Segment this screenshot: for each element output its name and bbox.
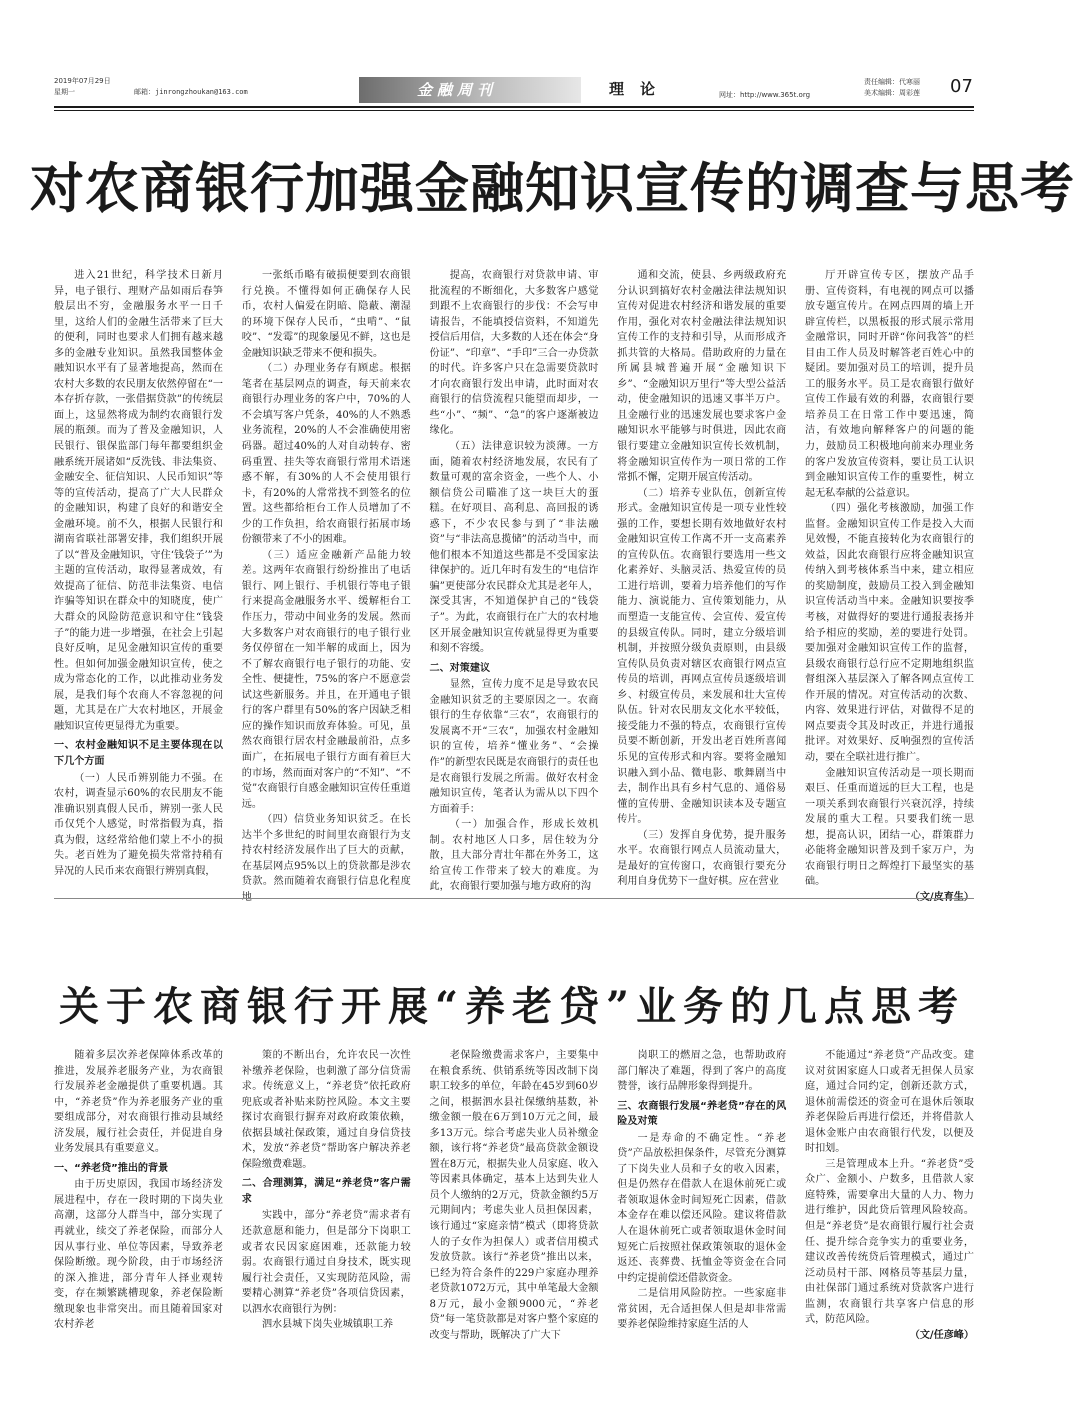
masthead-rule-thin: [54, 110, 974, 111]
paragraph: 老保险缴费需求客户，主要集中在粮食系统、供销系统等因改制下岗职工较多的单位，年龄在45岁到60岁之间，根据泗水县社保缴纳基数，补缴金额一般在6万到10万元之间，最多13万元。综合考虑失业人员补缴金额，该行将“养老贷”最高贷款金额设置在8万元，根据失业人员家庭、收入等因素具体确定，基本上达到失业人员个人缴纳的2万元，贷款金额约5万元期间内；考虑失业人员担保因素，该行通过“家庭亲情”模式（即将贷款人的子女作为担保人）或者信用模式发放贷款。该行“养老贷”推出以来，已经为符合条件的229户家庭办理养老贷款1072万元，其中单笔最大金额8万元，最小金额9000元，“养老贷”每一笔贷款都是对客户整个家庭的改变与帮助，既解决了广大下: [429, 1050, 599, 1341]
section-heading: 三、农商银行发展“养老贷”存在的风险及对策: [617, 1100, 787, 1128]
paragraph: 厅开辟宣传专区，摆放产品手册、宣传资料，有电视的网点可以播放专题宣传片。在网点四周的墙上开辟宣传栏，以黑板报的形式展示常用金融常识，同时开辟“你问我答”的栏目由工作人员及时解答老百姓心中的疑团。要加强对员工的培训，提升员工的服务水平。员工是农商银行做好宣传工作最有效的利器，农商银行要培养员工在日常工作中要迅速，简洁，有效地向解释客户的问题的能力，鼓励员工积极地向前来办理业务的客户发放宣传资料，要让员工认识到金融知识宣传工作的重要性，树立起无私奉献的公益意识。: [805, 270, 974, 499]
paragraph: （一）加强合作，形成长效机制。农村地区人口多，居住较为分散，且大部分青壮年都在外务工，这给宣传工作带来了较大的难度。为此，农商银行要加强与地方政府的沟: [429, 819, 599, 893]
paragraph: 通和交流，使县、乡两级政府充分认识到搞好农村金融法律法规知识宣传对促进农村经济和谐发展的重要作用，强化对农村金融法律法规知识宣传工作的支持和引导，从而形成齐抓共管的大格局。借助政府的力量在所属县城普遍开展“金融知识下乡”、“金融知识万里行”等大型公益活动，使金融知识的迅速又事半万户。且金融行业的迅速发展也要求客户金融知识水平能够与时俱进，因此农商银行要建立金融知识宣传长效机制，将金融知识宣传作为一项日常的工作常抓不懈，定期开展宣传活动。: [617, 270, 787, 484]
paragraph: （一）人民币辨别能力不强。在农村，调查显示60%的农民朋友不能准确识别真假人民币，辨别一张人民币仅凭个人感觉，时常指假为真，指真为假，这经常给他们蒙上不小的损失。老百姓为了避免损失常常持稍有异况的人民币来农商银行辨别真假，: [54, 772, 223, 877]
paragraph: （二）办理业务存有顾虑。根据笔者在基层网点的调查，每天前来农商银行办理业务的客户中，70%的人不会填写客户凭条，40%的人不熟悉业务流程，20%的人不会准确使用密码器。超过40%的人对自动转存、密码重置、挂失等农商银行常用术语迷惑不解，有30%的人不会使用银行卡，有20%的人常常找不到签名的位置。这些都给柜台工作人员增加了不少的工作负担，给农商银行拓展市场份额带来了不小的困难。: [241, 363, 411, 546]
article1-column-4: [617, 268, 786, 886]
article1-body: [54, 268, 974, 893]
section-heading: 二、对策建议: [429, 662, 491, 674]
paragraph: 岗职工的燃眉之急，也帮助政府部门解决了难题，得到了客户的高度赞誉，该行品牌形象得到提升。: [617, 1050, 787, 1093]
paragraph: 金融知识宣传活动是一项长期而艰巨、任重而道远的巨大工程，也是一项关系到农商银行兴衰沉浮，持续发展的重大工程。只要我们统一思想，提高认识，团结一心，群策群力必能将金融知识普及到千家万户，为农商银行明日之辉煌打下最坚实的基础。: [805, 767, 974, 888]
paragraph: （二）培养专业队伍，创新宣传形式。金融知识宣传是一项专业性较强的工作，要想长期有效地做好农村金融知识宣传工作离不开一支高素养的宣传队伍。农商银行要选用一些文化素养好、头脑灵活、热爱宣传的员工进行培训，要着力培养他们的写作能力、演说能力、宣传策划能力，从而塑造一支能宣传、会宣传、爱宣传的县级宣传队。同时，建立分级培训机制，并按照分级负责原则，由县级宣传队员负责对辖区农商银行网点宣传员的培训，再网点宣传员逐级培训乡、村级宣传员，来发展和壮大宣传队伍。针对农民朋友文化水平较低，接受能力不强的特点，农商银行宣传员要不断创新，开发出老百姓所喜闻乐见的宣传形式和内容。要将金融知识融入到小品、微电影、歌舞剧当中去，制作出具有乡村气息的、通俗易懂的宣传册、金融知识读本及专题宣传片。: [617, 487, 787, 826]
publication-brand: 金融周刊: [359, 77, 581, 103]
section-heading: 一、农村金融知识不足主要体现在以下几个方面: [54, 740, 223, 767]
article1-title: 对农商银行加强金融知识宣传的调查与思考: [30, 156, 1075, 220]
article1-column-5: [805, 268, 974, 886]
paragraph: （四）强化考核激励，加强工作监督。金融知识宣传工作是投入大而见效慢，不能直接转化为农商银行的效益，因此农商银行应将金融知识宣传纳入到考核体系当中来，建立相应的奖励制度，鼓励员工投入到金融知识宣传活动当中来。金融知识要按季考核，对做得好的要进行通报表扬并给予相应的奖励，差的要进行处罚。要加强对金融知识宣传工作的监督，县级农商银行总行应不定期地组织监督组深入基层深入了解各网点宣传工作开展的情况。对宣传活动的次数、内容、效果进行评估，对做得不足的网点要责令其及时改正，并进行通报批评。对效果好、反响强烈的宣传活动，要在全联社进行推广。: [805, 503, 974, 763]
article1-column-2: [242, 268, 411, 886]
paragraph: 一是寿命的不确定性。“养老贷”产品放松担保条件，尽管充分测算了下岗失业人员和子女的收入因素，但是仍然存在借款人在退休前死亡或者领取退休金时间短死亡因素，借款本金存在难以偿还风险。建议将借款人在退休前死亡或者领取退休金时间短死亡后按照社保政策领取的退休金返还、丧葬费、抚恤金等资金在合同中约定提前偿还借款资金。: [617, 1132, 787, 1284]
paragraph: （四）信贷业务知识贫乏。在长达半个多世纪的时间里农商银行为支持农村经济发展作出了巨大的贡献，在基层网点95%以上的贷款都是涉农贷款。然而随着农商银行信息化程度: [241, 814, 411, 888]
article2-body: [54, 1048, 974, 1366]
paragraph: 不能通过“养老贷”产品改变。建议对贫困家庭人口或者无担保人员家庭，通过合同约定，创新还款方式，退休前需偿还的资金可在退休后领取养老保险后再进行偿还，并将借款人退休金账户由农商银行代发，以便及时扣划。: [805, 1050, 974, 1155]
website-url: 网址：http://www.365t.org: [719, 91, 811, 99]
paragraph: （五）法律意识较为淡薄。一方面，随着农村经济地发展，农民有了数量可观的富余资金，一些个人、小额信贷公司瞄准了这一块巨大的蛋糕。在好项目、高利息、高回报的诱惑下，不少农民参与到了“非法融资”与“非法高息揽储”的活动当中，而他们根本不知道这些都是不受国家法律保护的。近几年时有发生的“电信诈骗”更使部分农民群众尤其是老年人，深受其害，不知道保护自己的“钱袋子”。为此，农商银行在广大的农村地区开展金融知识宣传就显得更为重要和刻不容缓。: [429, 441, 599, 655]
paragraph: 泗水县城下岗失业城镇职工养: [261, 1319, 394, 1331]
paragraph: 由于历史原因，我国市场经济发展进程中，存在一段时期的下岗失业高潮，这部分人群当中，部分实现了再就业，续交了养老保险，而部分人因从事行业、单位等因素，导致养老保险断缴。现今阶段，由于市场经济的深入推进，部分青年人择业观转变，存在频繁跳槽现象，养老保险断缴现象也非常突出。而且随着国家对农村养老: [54, 1179, 223, 1331]
section-heading: 二、合理测算，满足“养老贷”客户需求: [241, 1178, 411, 1205]
article2-column-4: [617, 1048, 786, 1366]
paragraph: 进入21世纪，科学技术日新月异，电子银行、理财产品如雨后春笋般层出不穷，金融服务水平一日千里，这给人们的金融生活带来了巨大的便利，同时也要求人们拥有越来越多的金融专业知识。虽然我国整体金融知识水平有了显著地提高，然而在农村大多数的农民朋友依然停留在“一本存折存款，一张借据贷款”的传统层面上，这显然将成为制约农商银行发展的瓶颈。而为了普及金融知识，人民银行、银保监部门每年都要组织金融系统开展诸如“反洗钱、非法集资、金融安全、征信知识、人民币知识”等等的宣传活动，提高了广大人民群众的金融知识，构建了良好的和谐安全金融环境。前不久，根据人民银行和湖南省联社部署安排，我们组织开展了以“普及金融知识，守住‘钱袋子’”为主题的宣传活动，取得显著成效，有效提高了征信、防范非法集资、电信诈骗等知识在群众中的知晓度，使广大群众的风险防范意识和守住“钱袋子”的能力进一步增强，在社会上引起良好反响，足见金融知识宣传的重要性。但如何加强金融知识宣传，使之成为常态化的工作，以此推动业务发展，是我们每个农商人不容忽视的问题，尤其是在广大农村地区，开展金融知识宣传更显得尤为重要。: [54, 270, 223, 732]
paragraph: 一张纸币略有破损便要到农商银行兑换。不懂得如何正确保存人民币，农村人偏爱在阴暗、隐蔽、潮湿的环境下保存人民币，“虫啃”、“鼠咬”、“发霉”的现象屡见不鲜，这也是金融知识缺乏带来不便和损失。: [241, 270, 411, 359]
issue-weekday: 星期一: [54, 88, 75, 96]
article2-title: 关于农商银行开展“养老贷”业务的几点思考: [58, 983, 965, 1030]
paragraph: 策的不断出台，允许农民一次性补缴养老保险，也刺激了部分信贷需求。传统意义上，“养老贷”依托政府兜底或者补贴来防控风险。本文主要探讨农商银行摒弃对政府政策依赖，依据县域社保政策，通过自身信贷技术，发放“养老贷”帮助客户解决养老保险缴费难题。: [241, 1050, 411, 1170]
editorial-email: 邮箱：jinrongzhoukan@163.com: [134, 88, 248, 96]
article2-column-1: [54, 1048, 223, 1366]
article2-column-5: [805, 1048, 974, 1366]
article-divider: [54, 898, 974, 899]
section-heading: 一、“养老贷”推出的背景: [54, 1162, 169, 1174]
art-editor: 美术编辑：周彩莲: [864, 89, 920, 97]
page-number: 07: [950, 76, 973, 97]
chief-editor: 责任编辑：代寒丽: [864, 78, 920, 86]
paragraph: 随着多层次养老保障体系改革的推进，发展养老服务产业，为农商银行发展养老金融提供了重要机遇。其中，“养老贷”作为养老服务产业的重要组成部分，对农商银行推动县域经济发展，履行社会责任，并促进自身业务发展具有重要意义。: [54, 1050, 223, 1155]
issue-date: 2019年07月29日: [54, 77, 111, 85]
section-title: 理论: [609, 80, 672, 98]
author-byline: （文/任彦峰）: [909, 1329, 974, 1341]
paragraph: （三）适应金融新产品能力较差。这两年农商银行纷纷推出了电话银行、网上银行、手机银行等电子银行来提高金融服务水平、缓解柜台工作压力，带动中间业务的发展。然而大多数客户对农商银行的电子银行业务仅停留在一知半解的成面上，因为不了解农商银行电子银行的功能、安全性、便捷性，75%的客户不愿意尝试这些新服务。并且，在开通电子银行的客户群里有50%的客户因缺乏相应的操作知识而放弃体验。可见，虽然农商银行居农村金融最前沿，点多面广，在拓展电子银行方面有着巨大的市场，然而面对客户的“不知”、“不觉”农商银行自感金融知识宣传任重道远。: [241, 549, 411, 810]
masthead-rule: [54, 106, 974, 108]
paragraph: 提高，农商银行对贷款申请、审批流程的不断细化，大多数客户感觉到跟不上农商银行的步伐：不会写申请报告，不能填授信资料，不知道先授信后用信，大多数的人还在体会“身份证”、“印章”、“手印”三合一办贷款的时代。许多客户只在急需要贷款时才向农商银行发出申请，此时面对农商银行的信贷流程只能望而却步，一些“小”、“频”、“急”的客户逐渐被边缘化。: [429, 270, 599, 437]
paragraph: 显然，宣传力度不足是导致农民金融知识贫乏的主要原因之一。农商银行的生存依靠“三农”，农商银行的发展离不开“三农”，加强农村金融知识的宣传，培养“懂业务”、“会操作”的新型农民既是农商银行的责任也是农商银行发展之所需。做好农村金融知识宣传，笔者认为需从以下四个方面着手：: [429, 679, 599, 815]
masthead: [54, 74, 974, 104]
article1-column-3: [429, 268, 599, 893]
editor-credits: [864, 77, 920, 99]
paragraph: 二是信用风险防控。一些家庭非常贫困，无合适担保人但是却非常需要养老保险维持家庭生活的人: [617, 1288, 787, 1331]
article2-column-2: [242, 1048, 411, 1366]
issue-date-block: [54, 76, 111, 98]
paragraph: （三）发挥自身优势，提升服务水平。农商银行网点人员流动量大，是最好的宣传窗口，农商银行要充分利用自身优势下一盘好棋。应在营业: [617, 829, 787, 888]
article1-column-1: [54, 268, 223, 886]
article2-column-3: [430, 1048, 599, 1366]
paragraph: 实践中，部分“养老贷”需求者有还款意愿和能力，但是部分下岗职工或者农民因家庭困难，还款能力较弱。农商银行通过自身技术，既实现履行社会责任，又实现防范风险，需要精心测算“养老贷”各项信贷因素，以泗水农商银行为例：: [241, 1210, 411, 1315]
paragraph: 三是管理成本上升。“养老贷”受众广、金额小、户数多，且借款人家庭特殊，需要拿出大量的人力、物力进行维护，因此贷后管理风险较高。但是“养老贷”是农商银行履行社会责任、提升综合竞争实力的重要业务，建议改善传统贷后管理模式，通过广泛动员村干部、网格员等基层力量，由社保部门通过系统对贷款客户进行监测，农商银行共享客户信息的形式，防范风险。: [805, 1158, 974, 1326]
